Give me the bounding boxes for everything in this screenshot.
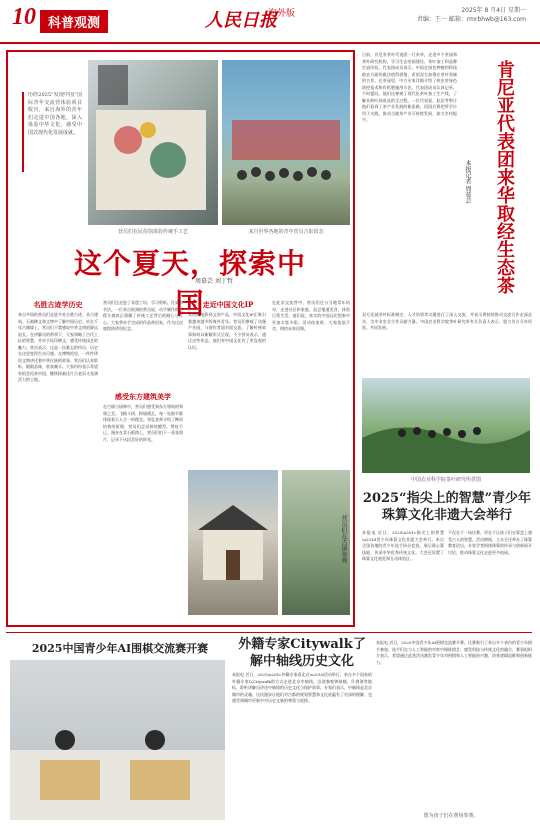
town-illustration [188, 470, 278, 615]
lead-text: 历经2025“发现中国”国际青年交流营体验项目收官，来自海外的青年们走进中国各地，深入体验中华文化，感受中国式现代化发展成就。 [28, 92, 82, 136]
column-4: 在此次交流营中，营员们还与当地青年结对，走进社区和家庭，品尝地道美食，体验日常生活。他们说，真实的中国远比想象中更加丰富多彩。活动结束时，大家依依不舍，相约未来再聚。 [272, 300, 350, 331]
subhead-architecture: 感受东方建筑美学 [115, 392, 171, 401]
right-photo [362, 378, 530, 473]
story4-headline: 2025中国青少年AI围棋交流赛开赛 [31, 642, 209, 655]
photo-caption-1: 营员们在民俗馆体验传统手工艺 [117, 229, 188, 235]
right-byline: 本报记者 周慕芸 [464, 160, 471, 204]
go-match-illustration [10, 660, 225, 820]
subhead-culture-ip: 走近中国文化IP [202, 300, 254, 309]
story2-col1: 本报电 近日，2025\u201c指尖上的智慧\u201d青少年珠算文化非遗大会举行。来自全国各地的青少年选手同台竞技，展示珠心算技能，传承中华优秀传统文化。大会还设置了珠算文化展览和互动体验区。 [362, 530, 444, 561]
subhead-history: 名胜古迹学历史 [33, 300, 83, 309]
group-illustration [222, 60, 350, 225]
right-article-cont: 双方还就茶叶标准制定、人才培训等议题进行了深入交流，并表示将持续推动交流合作走深走实，为中非农业合作贡献力量。中国农业科学院茶叶研究所有关负责人表示，愿与肯方分享经验、共同发展。 [362, 312, 532, 330]
right-photo-caption: 中国农业科学院茶叶研究所供图 [410, 477, 481, 483]
section-name: 科普观测 [40, 10, 108, 33]
right-headline: 肯尼亚代表团来华取经生态茶 [494, 60, 515, 294]
photo-caption-2: 来自世界各地的青年营员合影留念 [248, 229, 324, 235]
column-2-top: 营员们还走进了非遗工坊，学习剪纸、扎染和书法。一位来自欧洲的营员说，动手制作的过程让她真正理解了传统工艺背后的耐心与匠心。大家将亲手完成的作品带回家，作为这次旅程的珍贵纪念。 [103, 300, 183, 331]
feature-photo-garden [282, 470, 350, 615]
column-1: 来自多国的营员们走进多处名胜古迹，从古建筑、石刻碑文和文物中了解中国历史。站在千年古城墙上，营员们不禁感叹中华文明的源远流长。在讲解员的带领下，大家领略了古代工匠的智慧，并亲手拓印碑文，感受传统技艺的魅力。营员表示，这是一次难忘的经历，历史在这里变得生动可感。在博物馆里，一件件珍贵文物讲述着中华民族的故事，营员们认真聆听、细细品味，收获颇丰。大家纷纷表示希望有机会再来中国，继续探索这片古老而又充满活力的土地。 [18, 312, 98, 382]
tea-garden-illustration [362, 378, 530, 473]
divider [6, 632, 532, 633]
issue-meta: 2025年 8 月4日 星期一 责编：王一 邮箱：rmrbhwb@163.com [416, 7, 526, 23]
lead-paragraph [22, 92, 82, 172]
feature-photo-group [222, 60, 350, 225]
story4-body: 本报电 近日，2025中国青少年AI围棋交流赛开赛。比赛吸引了来自多个省份的青少年棋手参加，选手们在与人工智能的对弈中锤炼棋艺，感受科技与传统文化的融合。赛事组织方表示，希望通过此类活动激发青少年对围棋和人工智能的兴趣，培养逻辑思维和创新能力。 [376, 640, 532, 665]
feature-photo-craft [88, 60, 218, 225]
newspaper-edition: 海外版 [268, 9, 296, 19]
story4-photo [10, 660, 225, 820]
story2-col2: 不仅在于一场比赛，更在于让孩子们在算盘上感受古人的智慧。活动期间，主办方还举办了珠算教育论坛，专家学者围绕珠算的传承与创新展开讨论，推动珠算文化走进更多校园。 [448, 530, 532, 555]
feature-headline: 这个夏天，探索中国 [73, 247, 306, 320]
story3-body: 本报电 近日，2025\u201c外籍专家看北京\u201d活动举行，来自多个国家的外籍专家以Citywalk的方式走进北京中轴线，沿途参观钟鼓楼、什刹海等地标，聆听讲解员讲述中轴线的历史文化与保护故事。专家们表示，中轴线是北京城市的灵魂，这次漫步让他们对古都的规划智慧和文化底蕴有了更深的理解，也感受到城市更新中对历史文脉的尊重与延续。 [232, 672, 372, 703]
newspaper-logo: 人民日报 [205, 10, 277, 31]
column-2-bottom: 在古镇与园林中，营员们感受到东方建筑的和谐之美。飞檐斗拱、粉墙黛瓦，每一处细节都体现着天人合一的理念。导览老师介绍了榫卯结构的原理，营员们尝试拼装模型，赞叹不已。漫步在青石板路上，营员们拍下一张张照片，记录下这段美好的时光。 [103, 404, 183, 442]
photo-illustration [88, 60, 218, 225]
page-number: 10 [12, 4, 36, 30]
feature-photo-town [188, 470, 278, 615]
story3-headline: 外籍专家Citywalk了解中轴线历史文化 [238, 637, 366, 669]
story2-headline: 2025“指尖上的智慧”青少年珠算文化非遗大会举行 [362, 491, 532, 523]
bottom-caption: 图为孩子们在赛场参赛。 [423, 813, 479, 819]
feature-byline: 周慕芸 刘丁哲 [195, 278, 233, 285]
photo-caption-3: 营员们在古镇参观 [340, 515, 347, 563]
column-3-top: 从动画电影到文创产品，中国文化IP正吸引着越来越多的海外青年。营员们参观了动漫产业园，与创作者面对面交流，了解传统故事如何以新颖形式呈现。不少营员表示，通过这些作品，他们对中国文化有了更直观的认识。 [188, 312, 266, 350]
right-article-body: 日前，肯尼亚茶叶代表团一行来华，走进多个茶园和茶叶研究机构，学习生态茶园建设、茶叶加工和品牌打造经验。代表团成员表示，中国在绿色种植和科技助农方面的做法值得借鉴，希望双方加强在茶叶领域的合作。在茶园里，中方专家详细介绍了病虫害绿色防控技术和有机肥施用方法。代表团成员认真记录，不时提问。他们还参观了现代化茶叶加工生产线，了解从鲜叶到成品的全过程。一位代表说，此次考察让他们看到了茶产业发展的新思路，回国后将把所学应用于实践，推动当地茶产业可持续发展，助力乡村振兴。 [362, 52, 457, 122]
masthead [0, 0, 540, 44]
